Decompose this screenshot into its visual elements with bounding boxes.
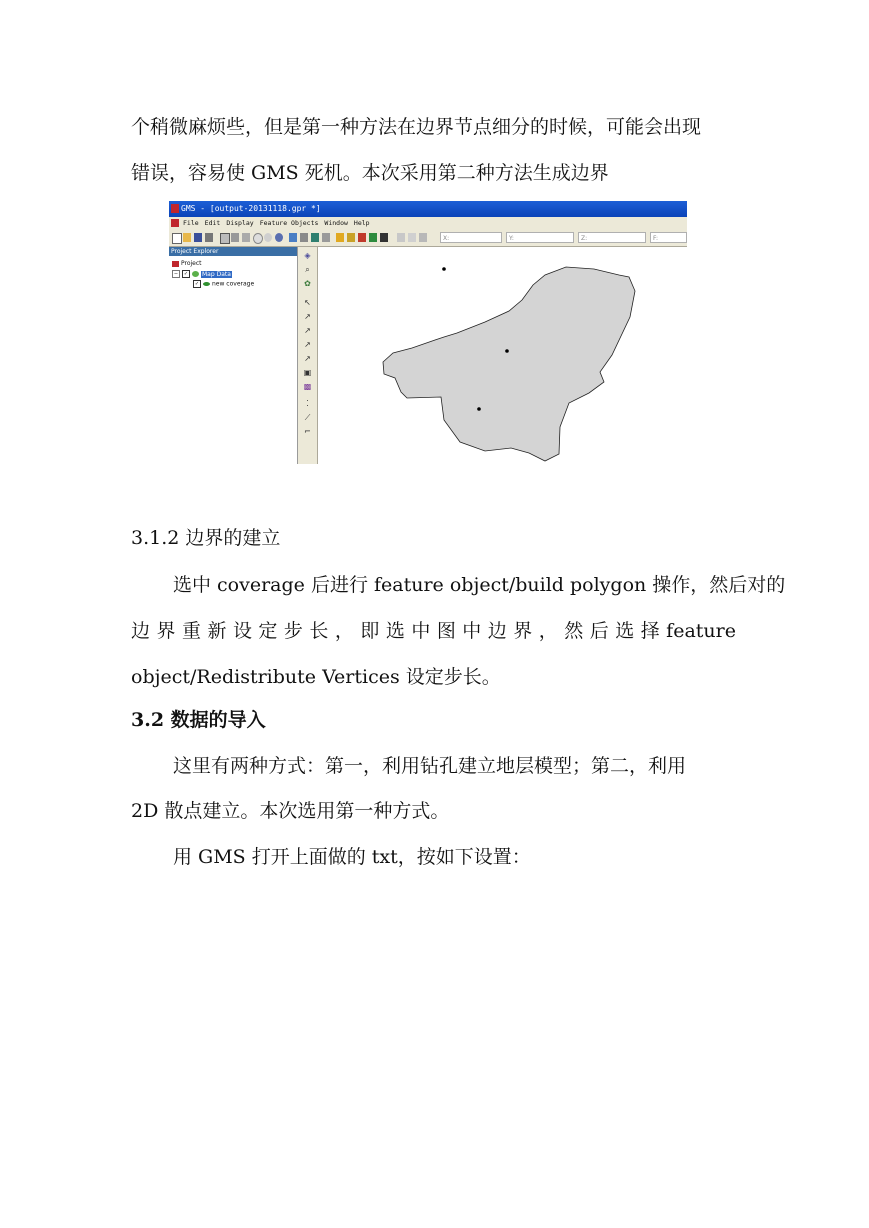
zoom-icon[interactable] <box>264 233 272 242</box>
create-arc-icon[interactable]: ⟋ <box>304 413 311 422</box>
tree-item-map-data[interactable] <box>172 270 232 279</box>
create-polyline-icon[interactable]: ⌐ <box>304 427 311 436</box>
select-vertex-icon[interactable]: ↗ <box>304 340 311 349</box>
chart-icon[interactable] <box>347 233 355 242</box>
zoom-tool-icon[interactable]: ⌕ <box>305 265 310 274</box>
project-explorer <box>169 247 298 464</box>
document-icon <box>171 219 179 227</box>
settings-icon[interactable] <box>300 233 308 242</box>
select-polygon-icon[interactable]: ↗ <box>304 354 311 363</box>
paragraph-line: 错误，容易使 GMS 死机。本次采用第二种方法生成边界 <box>131 162 609 184</box>
justified-char: ， <box>538 620 558 642</box>
info-icon[interactable] <box>311 233 319 242</box>
tree-item-map-data-label: Map Data <box>202 270 231 278</box>
justified-char: 界 <box>513 620 533 642</box>
node-point[interactable] <box>505 349 509 353</box>
lamp-icon[interactable] <box>336 233 344 242</box>
model-icon[interactable]: ◈ <box>304 251 311 260</box>
open-folder-icon[interactable] <box>183 233 191 242</box>
print-icon[interactable] <box>205 233 213 242</box>
expand-icon[interactable]: − <box>173 271 179 277</box>
grid-icon[interactable] <box>322 233 330 242</box>
pan-icon[interactable] <box>253 233 263 244</box>
display-options-icon[interactable] <box>289 233 297 242</box>
graphics-window[interactable] <box>318 247 687 464</box>
justified-char: 长 <box>309 620 329 642</box>
justified-char: 图 <box>436 620 456 642</box>
select-node-icon[interactable]: ↗ <box>304 326 311 335</box>
create-point-icon[interactable]: ⁚ <box>306 399 309 408</box>
menu-window[interactable]: Window <box>324 219 348 227</box>
justified-char: ， <box>334 620 354 642</box>
coord-f-field[interactable]: F: <box>650 232 687 243</box>
justified-char: 选 <box>615 620 635 642</box>
magnify-icon[interactable] <box>275 233 283 242</box>
measure-icon[interactable] <box>408 233 416 242</box>
paragraph-line: 选中 coverage 后进行 feature object/build polygon 操作，然后对的 <box>173 574 786 596</box>
coverage-map <box>318 247 687 464</box>
copy-icon[interactable] <box>231 233 239 242</box>
gms-app-icon <box>171 204 179 213</box>
select-rect-icon[interactable]: ▣ <box>303 368 312 377</box>
gms-screenshot <box>169 201 687 464</box>
gms-menu-bar <box>169 217 687 230</box>
select-tool-icon[interactable]: ↖ <box>304 298 311 307</box>
color-ramp-icon[interactable] <box>358 233 366 242</box>
select-arc-icon[interactable]: ↗ <box>304 312 311 321</box>
cursor-tool-icon[interactable] <box>397 233 405 242</box>
node-point[interactable] <box>442 267 446 271</box>
project-explorer-title: Project Explorer <box>169 247 297 256</box>
justified-char: 步 <box>283 620 303 642</box>
menu-help[interactable]: Help <box>353 219 370 227</box>
gms-title-bar <box>169 201 687 217</box>
node-point[interactable] <box>477 407 481 411</box>
paragraph-line: 个稍微麻烦些，但是第一种方法在边界节点细分的时候，可能会出现 <box>131 116 702 138</box>
coord-y-field[interactable]: Y: <box>506 232 574 243</box>
tree-item-project-label: Project <box>181 260 202 267</box>
menu-edit[interactable]: Edit <box>204 219 221 227</box>
project-icon <box>172 261 179 267</box>
coverage-polygon[interactable] <box>383 267 635 461</box>
paragraph-line: 用 GMS 打开上面做的 txt，按如下设置： <box>173 846 531 868</box>
tree-item-coverage-label: new coverage <box>212 280 255 288</box>
menu-file[interactable]: File <box>183 219 199 227</box>
justified-char: 重 <box>181 620 201 642</box>
palette-icon[interactable] <box>369 233 377 242</box>
section-heading: 3.2 数据的导入 <box>131 709 266 731</box>
justified-char: 后 <box>589 620 609 642</box>
menu-feature-objects[interactable]: Feature Objects <box>259 219 319 227</box>
coverage-checkbox[interactable]: ✓ <box>194 281 200 287</box>
justified-char: 中 <box>411 620 431 642</box>
justified-char: 设 <box>232 620 252 642</box>
vertical-toolbar <box>298 247 318 464</box>
justified-char: 边 <box>487 620 507 642</box>
justified-char: 中 <box>462 620 482 642</box>
justified-char: 界 <box>156 620 176 642</box>
justified-char: 即 <box>360 620 380 642</box>
paragraph-line: 这里有两种方式：第一，利用钻孔建立地层模型；第二，利用 <box>173 755 687 777</box>
gms-toolbar <box>169 230 687 247</box>
paragraph-line <box>131 618 736 644</box>
rotate-tool-icon[interactable]: ✿ <box>304 279 311 288</box>
coverage-icon <box>203 282 210 286</box>
rotate-icon[interactable] <box>242 233 250 242</box>
justified-char: 然 <box>564 620 584 642</box>
justified-char: 选 <box>385 620 405 642</box>
close-view-icon[interactable] <box>419 233 427 242</box>
justified-char: 边 <box>131 620 151 642</box>
frame-icon[interactable] <box>220 233 230 244</box>
justified-char: feature <box>666 620 736 642</box>
paragraph-line: object/Redistribute Vertices 设定步长。 <box>131 666 501 688</box>
justified-char: 择 <box>640 620 660 642</box>
new-file-icon[interactable] <box>172 233 182 244</box>
tree-item-project[interactable] <box>172 260 202 268</box>
section-heading: 3.1.2 边界的建立 <box>131 527 281 549</box>
gms-window-title: GMS - [output-20131118.gpr *] <box>181 204 321 213</box>
tree-item-coverage[interactable] <box>193 280 254 289</box>
coord-z-field[interactable]: Z: <box>578 232 646 243</box>
map-data-checkbox[interactable]: ✓ <box>183 271 189 277</box>
layer-icon[interactable] <box>380 233 388 242</box>
menu-display[interactable]: Display <box>226 219 254 227</box>
paragraph-line: 2D 散点建立。本次选用第一种方式。 <box>131 800 450 822</box>
select-coverage-icon[interactable]: ▩ <box>303 382 312 391</box>
map-data-icon <box>192 271 199 277</box>
save-icon[interactable] <box>194 233 202 242</box>
justified-char: 新 <box>207 620 227 642</box>
justified-char: 定 <box>258 620 278 642</box>
coord-x-field[interactable]: X: <box>440 232 502 243</box>
